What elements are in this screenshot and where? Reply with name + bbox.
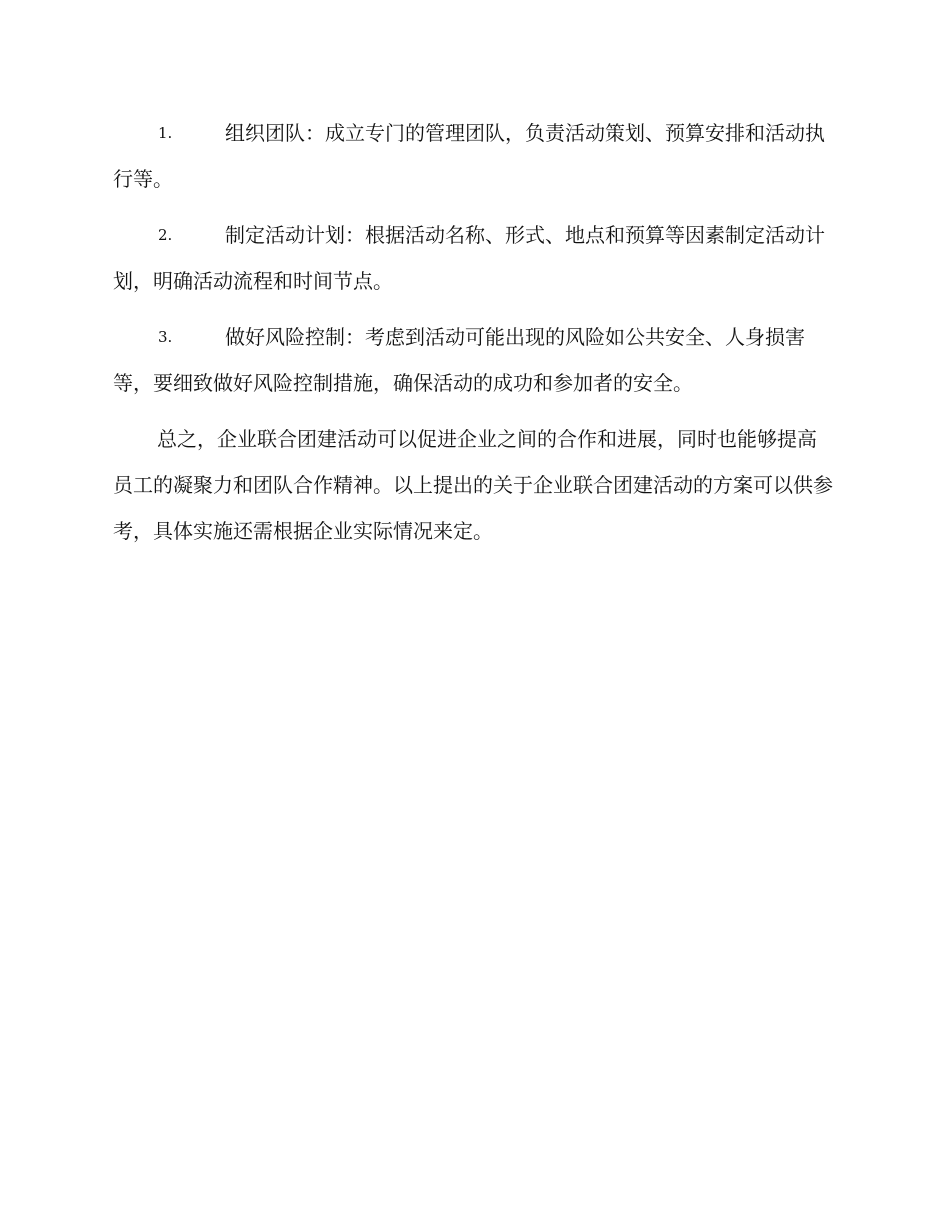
document-body [113, 110, 833, 554]
list-item-number: 3. [158, 328, 173, 346]
list-item [113, 212, 833, 304]
list-item-text: 做好风险控制：考虑到活动可能出现的风险如公共安全、人身损害等，要细致做好风险控制措施，确保活动的成功和参加者的安全。 [113, 325, 805, 395]
list-item [113, 110, 833, 202]
list-item-text: 组织团队：成立专门的管理团队，负责活动策划、预算安排和活动执行等。 [113, 121, 825, 191]
list-item-number: 1. [158, 124, 173, 142]
list-item-number: 2. [158, 226, 173, 244]
summary-paragraph: 总之，企业联合团建活动可以促进企业之间的合作和进展，同时也能够提高员工的凝聚力和团队合作精神。以上提出的关于企业联合团建活动的方案可以供参考，具体实施还需根据企业实际情况来定。 [113, 427, 833, 543]
list-item [113, 314, 833, 406]
list-item-text: 制定活动计划：根据活动名称、形式、地点和预算等因素制定活动计划，明确活动流程和时间节点。 [113, 223, 825, 293]
